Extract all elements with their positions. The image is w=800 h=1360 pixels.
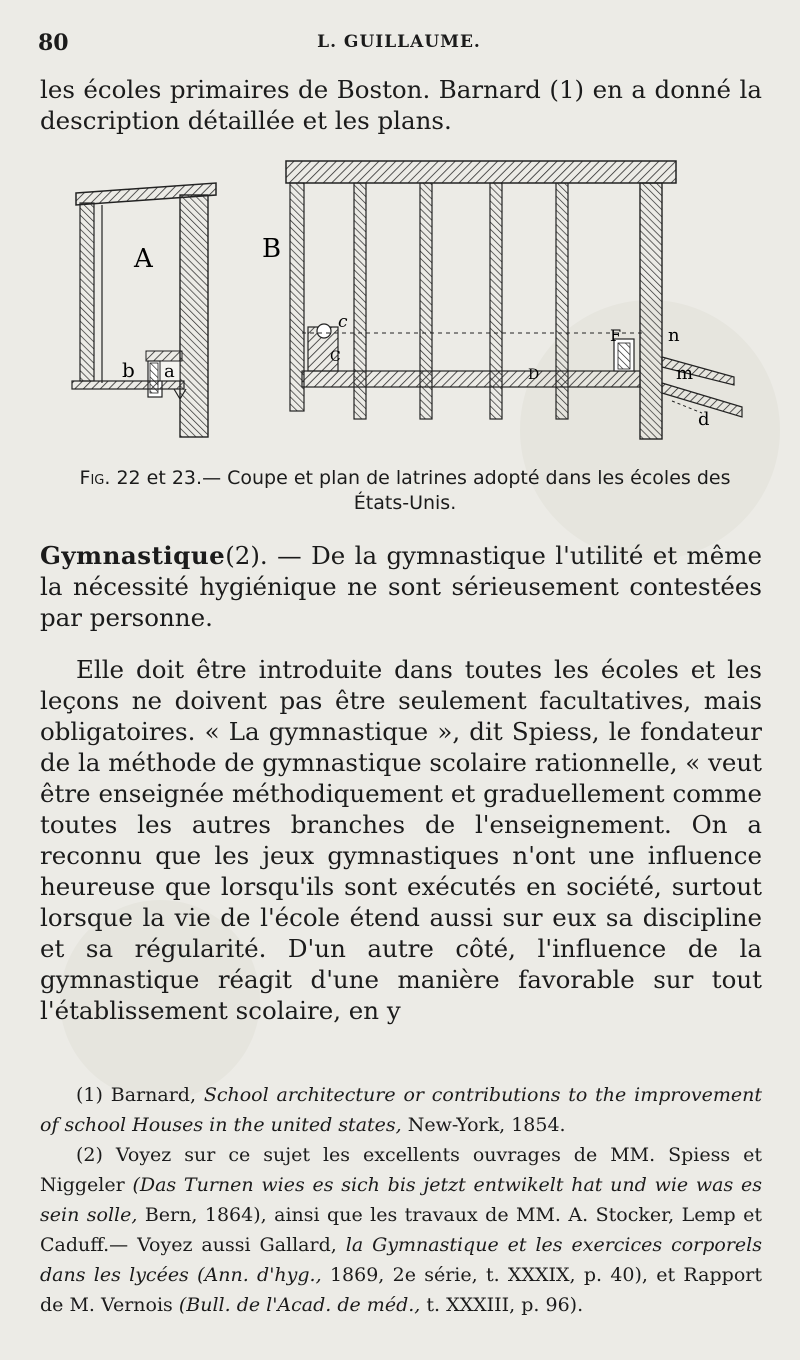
figure-caption <box>60 466 750 516</box>
label-m: m <box>676 363 694 384</box>
label-f: F <box>610 326 622 345</box>
footnote-1-place: New-York, 1854. <box>407 1114 566 1136</box>
footnote-2-work2: la Gymnastique et les exercices corporels dans les lycées <box>40 1234 762 1286</box>
label-d: d <box>698 409 710 430</box>
paragraph-3: Elle doit être introduite dans toutes les écoles et les leçons ne doivent pas être seulement facultatives, mais obligatoires. « La gymnastique », dit Spiess, le fondateur de la méthode de gymnastique scolaire rationnelle, « veut être enseignée méthodiquement et graduellement comme toutes les autres branches de l'enseignement. On a reconnu que les jeux gymnastiques n'ont une influence heureuse que lorsqu'ils sont exécutés en société, surtout lorsque la vie de l'école étend aussi sur eux sa discipline et sa régularité. D'un autre côté, l'influence de la gymnastique réagit d'une manière favorable sur tout l'établissement scolaire, en y <box>40 655 763 1025</box>
footnote-1-author: Barnard, <box>110 1084 196 1106</box>
section-heading: Gymnastique <box>40 541 226 570</box>
footnote-2-ref2b: 1869, 2e série, t. XXXIX, p. 40), et Rapport de M. Vernois <box>40 1264 762 1316</box>
label-c-upper: C <box>330 349 341 365</box>
caption-text: 22 et 23.— Coupe et plan de latrines adopté dans les écoles des États-Unis. <box>116 467 731 514</box>
footnote-2-ref2a: (Ann. d'hyg., <box>197 1264 322 1286</box>
footnote-1 <box>40 1080 762 1140</box>
footnote-2-place1: Bern, 1864), ainsi que les travaux de MM. A. Stocker, Lemp et Caduff.— Voyez aussi Gallard, <box>40 1204 762 1256</box>
page-number: 80 <box>38 30 69 56</box>
figure-a-section <box>72 183 216 437</box>
label-a-lower: a <box>164 361 175 382</box>
running-head <box>38 30 760 60</box>
footnote-2-marker: (2) <box>76 1144 103 1166</box>
label-b: b <box>122 358 135 382</box>
label-b-upper: B <box>262 234 282 264</box>
label-a-upper: A <box>134 244 153 274</box>
paragraph-2 <box>40 540 762 633</box>
footnote-2 <box>40 1140 762 1320</box>
paragraph-1: les écoles primaires de Boston. Barnard (1) en a donné la description détaillée et les plans. <box>40 75 762 135</box>
latrine-drawing <box>62 155 752 455</box>
footnote-2-intro: Voyez sur ce sujet les excellents ouvrages de MM. Spiess et Niggeler <box>40 1144 762 1196</box>
label-n: n <box>668 325 680 346</box>
running-title: L. GUILLAUME. <box>317 32 481 52</box>
paragraph-2-text: (2). — De la gymnastique l'utilité et même la nécessité hygiénique ne sont sérieusement contestées par personne. <box>40 541 762 632</box>
caption-prefix: Fig. <box>79 467 111 489</box>
footnote-2-work1: (Das Turnen wies es sich bis jetzt entwikelt hat und wie was es sein solle, <box>40 1174 762 1226</box>
footnote-2-ref3: (Bull. de l'Acad. de méd., <box>178 1294 421 1316</box>
footnote-1-title: School architecture or contributions to the improvement of school Houses in the united states, <box>40 1084 763 1136</box>
label-c: c <box>338 312 348 332</box>
figure-latrine-plan <box>62 155 752 455</box>
figure-b-plan <box>262 161 742 439</box>
footnote-1-marker: (1) <box>76 1084 103 1106</box>
label-d-upper: D <box>528 367 540 383</box>
footnote-2-ref3b: t. XXXIII, p. 96). <box>426 1294 584 1316</box>
footnotes <box>40 1080 762 1320</box>
